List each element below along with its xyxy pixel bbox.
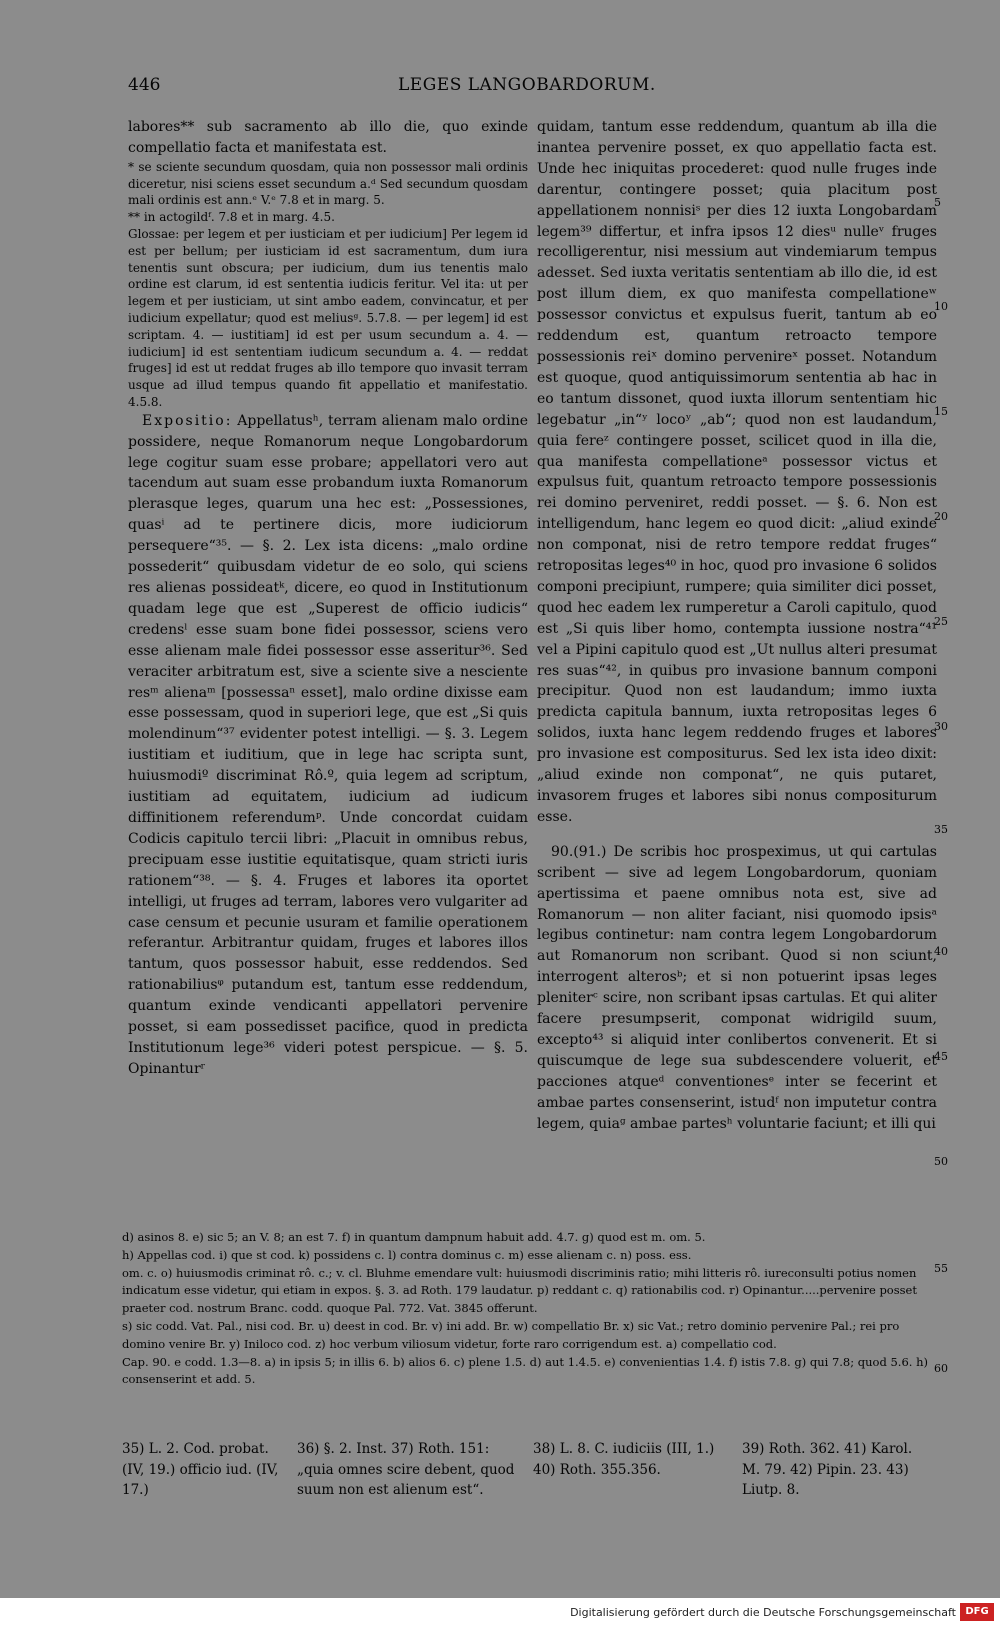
variant-note-1: * se sciente secundum quosdam, quia non possessor mali ordinis diceretur, nisi sciens esset secundum a.ᵈ Sed secundum quosdam mali ordinis est ann.ᵉ V.ᵉ 7.8 et in marg. 5. (128, 159, 528, 208)
dfg-logo: DFG (960, 1603, 994, 1621)
line-number: 5 (934, 196, 941, 209)
right-continuation-text: quidam, tantum esse reddendum, quantum ab illa die inantea pervenire posset, ex quo appellatio facta est. Unde hec iniquitas procederet: quod nulle fruges inde darentur, contingere posset; quia placitum post appellationem nonnisiˢ per dies 12 iuxta Longobardam legem³⁹ differtur, et infra ipsos 12 diesᵘ nulleᵛ fruges recolligerentur, nisi messium aut vindemiarum tempus adesset. Sed iuxta veritatis sententiam ab illo die, id est post illum diem, ex quo manifesta compellationeʷ possessor convictus et expulsus fuerit, tantum ab eo reddendum est, quantum retroacto tempore possessionis reiˣ domino pervenireˣ posset. Notandum est quoque, quod antiquissimorum sententia ab hac in eo tantum dissonet, quod iuxta illorum sententiam hic legebatur „in“ʸ locoʸ „ab“; quod non est laudandum, quia fereᶻ contingere posset, scilicet quod in illa die, qua manifesta compellationeᵃ possessor victus et expulsus fuit, quantum retroacto tempore possessionis rei domino perveniret, reddi posset. — §. 6. Non est intelligendum, hanc legem eo quod dicit: „aliud exinde non componat, nisi de retro tempore reddat fruges“ retropositas leges⁴⁰ in hoc, quod pro invasione 6 solidos componi precipiunt, rumpere; quia similiter dici posset, quod hec eadem lex rumperetur a Caroli capitulo, quod est „Si quis liber homo, contempta iussione nostra“⁴¹ vel a Pipini capitulo quod est „Ut nullus alteri presumat res suas“⁴², in quibus pro invasione bannum componi precipitur. Quod non est laudandum; immo iuxta predicta capitula bannum, iuxta retropositas leges 6 solidos, iuxta hanc legem reddendo fruges et labores pro invasione est compositurus. Sed lex ista ideo dixit: „aliud exinde non componat“, ne quis putaret, invasorem fruges et labores sibi nonus compositurum esse. (537, 119, 937, 825)
left-column (128, 117, 528, 1080)
footnote-line: d) asinos 8. e) sic 5; an V. 8; an est 7. f) in quantum dampnum habuit add. 4.7. g) quod est m. om. 5. (122, 1230, 706, 1244)
references-col-4 (742, 1439, 932, 1501)
line-number: 15 (934, 405, 948, 418)
references-col-1 (122, 1439, 287, 1501)
expositio-paragraph (128, 411, 528, 1080)
line-number: 30 (934, 720, 948, 733)
left-opening-text: labores** sub sacramento ab illo die, quo exinde compellatio facta et manifestata est. (128, 119, 528, 156)
line-number: 60 (934, 1362, 948, 1375)
footnote-line: om. c. o) huiusmodis criminat rô. c.; v. cl. Bluhme emendare vult: huiusmodi discriminis ratio; mihi litteris rô. iureconsulti potius nomen indicatum esse videtur, qui etiam in expos. §. 3. ad Roth. 179 laudatur. p) reddant c. q) rationabilis cod. r) Opinantur.....pervenire posset praeter cod. nostrum Branc. codd. quoque Pal. 772. Vat. 3845 offerunt. (122, 1265, 917, 1316)
reference-text: 35) L. 2. Cod. probat. (IV, 19.) officio iud. (IV, 17.) (122, 1441, 279, 1498)
line-number: 35 (934, 823, 948, 836)
expositio-text: Appellatusʰ, terram alienam malo ordine possidere, neque Romanorum neque Longobardorum lege cogitur suam esse probare; appellatori vero aut tacendum aut suam esse probandum iuxta Romanorum plerasque leges, quarum una hec est: „Possessiones, quasⁱ ad te pertinere dicis, more iudiciorum persequere“³⁵. — §. 2. Lex ista dicens: „malo ordine possederit“ quibusdam videtur de eo solo, qui sciens res alienas possideatᵏ, dicere, eo quod in Institutionum quadam lege que est „Superest de officio iudicis“ credensˡ esse suam bone fidei possessor, sciens vero esse alienam male fidei possessor esse asseritur³⁶. Sed veraciter arbitratum est, sive a sciente sive a nesciente resᵐ alienaᵐ [possessaⁿ esset], malo ordine dixisse eam esse possessam, quod in superiori lege, que est „Si quis molendinum“³⁷ evidenter potest intelligi. — §. 3. Legem iustitiam et iuditium, que in lege hac scripta sunt, huiusmodiº discriminat Rô.º, quia legem ad scriptum, iustitiam ad equitatem, iudicium ad iudicum diffinitionem referendumᵖ. Unde concordat cuidam Codicis capitulo tercii libri: „Placuit in omnibus rebus, precipuam esse iustitie equitatisque, quam stricti iuris rationem“³⁸. — §. 4. Fruges et labores ita oportet intelligi, ut fruges ad terram, labores vero vulgariter ad case censum et pecunie usuram et familie operationem referantur. Arbitrantur quidam, fruges et labores illos tantum, quos possessor habuit, esse reddendos. Sed rationabiliusᵠ putandum est, tantum esse reddendum, quantum exinde vendicanti appellatori pervenire posset, si eam possedisset pacifice, quod in predicta Institutionum lege³⁶ videri potest perspicue. — §. 5. Opinanturʳ (128, 412, 529, 1077)
chapter-90-text: 90.(91.) De scribis hoc prospeximus, ut qui cartulas scribent — sive ad legem Longobardorum, quoniam apertissima et paene omnibus nota est, sive ad Romanorum — non aliter faciant, nisi quomodo ipsisᵃ legibus continetur: nam contra legem Longobardorum aut Romanorum non scribant. Quod si non sciunt, interrogent alterosᵇ; et si non potuerint ipsas leges pleniterᶜ scire, non scribant ipsas cartulas. Et qui aliter facere presumpserit, componat widrigild suum, excepto⁴³ si aliquid inter conlibertos convenerit. Et si quiscumque de lege sua subdescendere voluerit, et pacciones atqueᵈ conventionesᵉ inter se fecerint et ambae partes consenserint, istudᶠ non imputetur contra legem, quiaᵍ ambae partesʰ voluntarie faciunt; et illi qui (537, 843, 937, 1132)
expositio-label: Expositio: (142, 412, 233, 429)
right-column (537, 117, 937, 1135)
line-number: 40 (934, 945, 948, 958)
references-col-3 (533, 1439, 733, 1480)
line-number: 10 (934, 300, 948, 313)
line-number: 25 (934, 615, 948, 628)
page-number: 446 (128, 75, 161, 95)
line-number: 55 (934, 1262, 948, 1275)
page-header (128, 75, 958, 105)
line-number: 45 (934, 1050, 948, 1063)
digitization-footer (0, 1598, 1000, 1629)
running-title: LEGES LANGOBARDORUM. (398, 75, 656, 95)
footnote-line: Cap. 90. e codd. 1.3—8. a) in ipsis 5; in illis 6. b) alios 6. c) plene 1.5. d) aut 1.4.5. e) convenientias 1.4. f) istis 7.8. g) qui 7.8; quod 5.6. h) consenserint et add. 5. (122, 1354, 928, 1387)
reference-text: 38) L. 8. C. iudiciis (III, 1.) 40) Roth. 355.356. (533, 1441, 715, 1478)
line-number: 20 (934, 510, 948, 523)
reference-text: 39) Roth. 362. 41) Karol. M. 79. 42) Pipin. 23. 43) Liutp. 8. (742, 1441, 913, 1498)
references-col-2 (297, 1439, 517, 1501)
footnote-line: s) sic codd. Vat. Pal., nisi cod. Br. u) deest in cod. Br. v) ini add. Br. w) compellatio Br. x) sic Vat.; retro dominio pervenire Pal.; rei pro domino venire Br. y) Iniloco cod. z) hoc verbum viliosum videtur, forte raro corrigendum est. a) compellatio cod. (122, 1318, 900, 1351)
reference-text: 36) §. 2. Inst. 37) Roth. 151: „quia omnes scire debent, quod suum non est alienum est“. (297, 1441, 515, 1498)
line-number: 50 (934, 1155, 948, 1168)
variant-note-2: ** in actogildᶠ. 7.8 et in marg. 4.5. (128, 210, 335, 225)
footnote-line: h) Appellas cod. i) que st cod. k) possidens c. l) contra dominus c. m) esse alienam c. n) poss. ess. (122, 1247, 692, 1262)
dfg-credit-text: Digitalisierung gefördert durch die Deutsche Forschungsgemeinschaft (570, 1606, 956, 1619)
glossae-block: Glossae: per legem et per iusticiam et per iudicium] Per legem id est per bellum; per iusticiam id est sacramentum, dum iura tenentis sunt obscura; per iudicium, dum ius tenentis malo ordine est clarum, id est sententia iudicis feritur. Vel ita: ut per legem et per iusticiam, ut sint ambo eadem, convincatur, et per iudicium expellatur; quod est meliusᵍ. 5.7.8. — per legem] id est scriptam. 4. — iustitiam] id est per usum secundum a. 4. — iudicium] id est sententiam iudicum secundum a. 4. — reddat fruges] id est ut reddat fruges ab illo tempore quo invasit terram usque ad illud tempus quando fit appellatio et manifestatio. 4.5.8. (128, 227, 528, 409)
footnotes-block (122, 1229, 937, 1389)
